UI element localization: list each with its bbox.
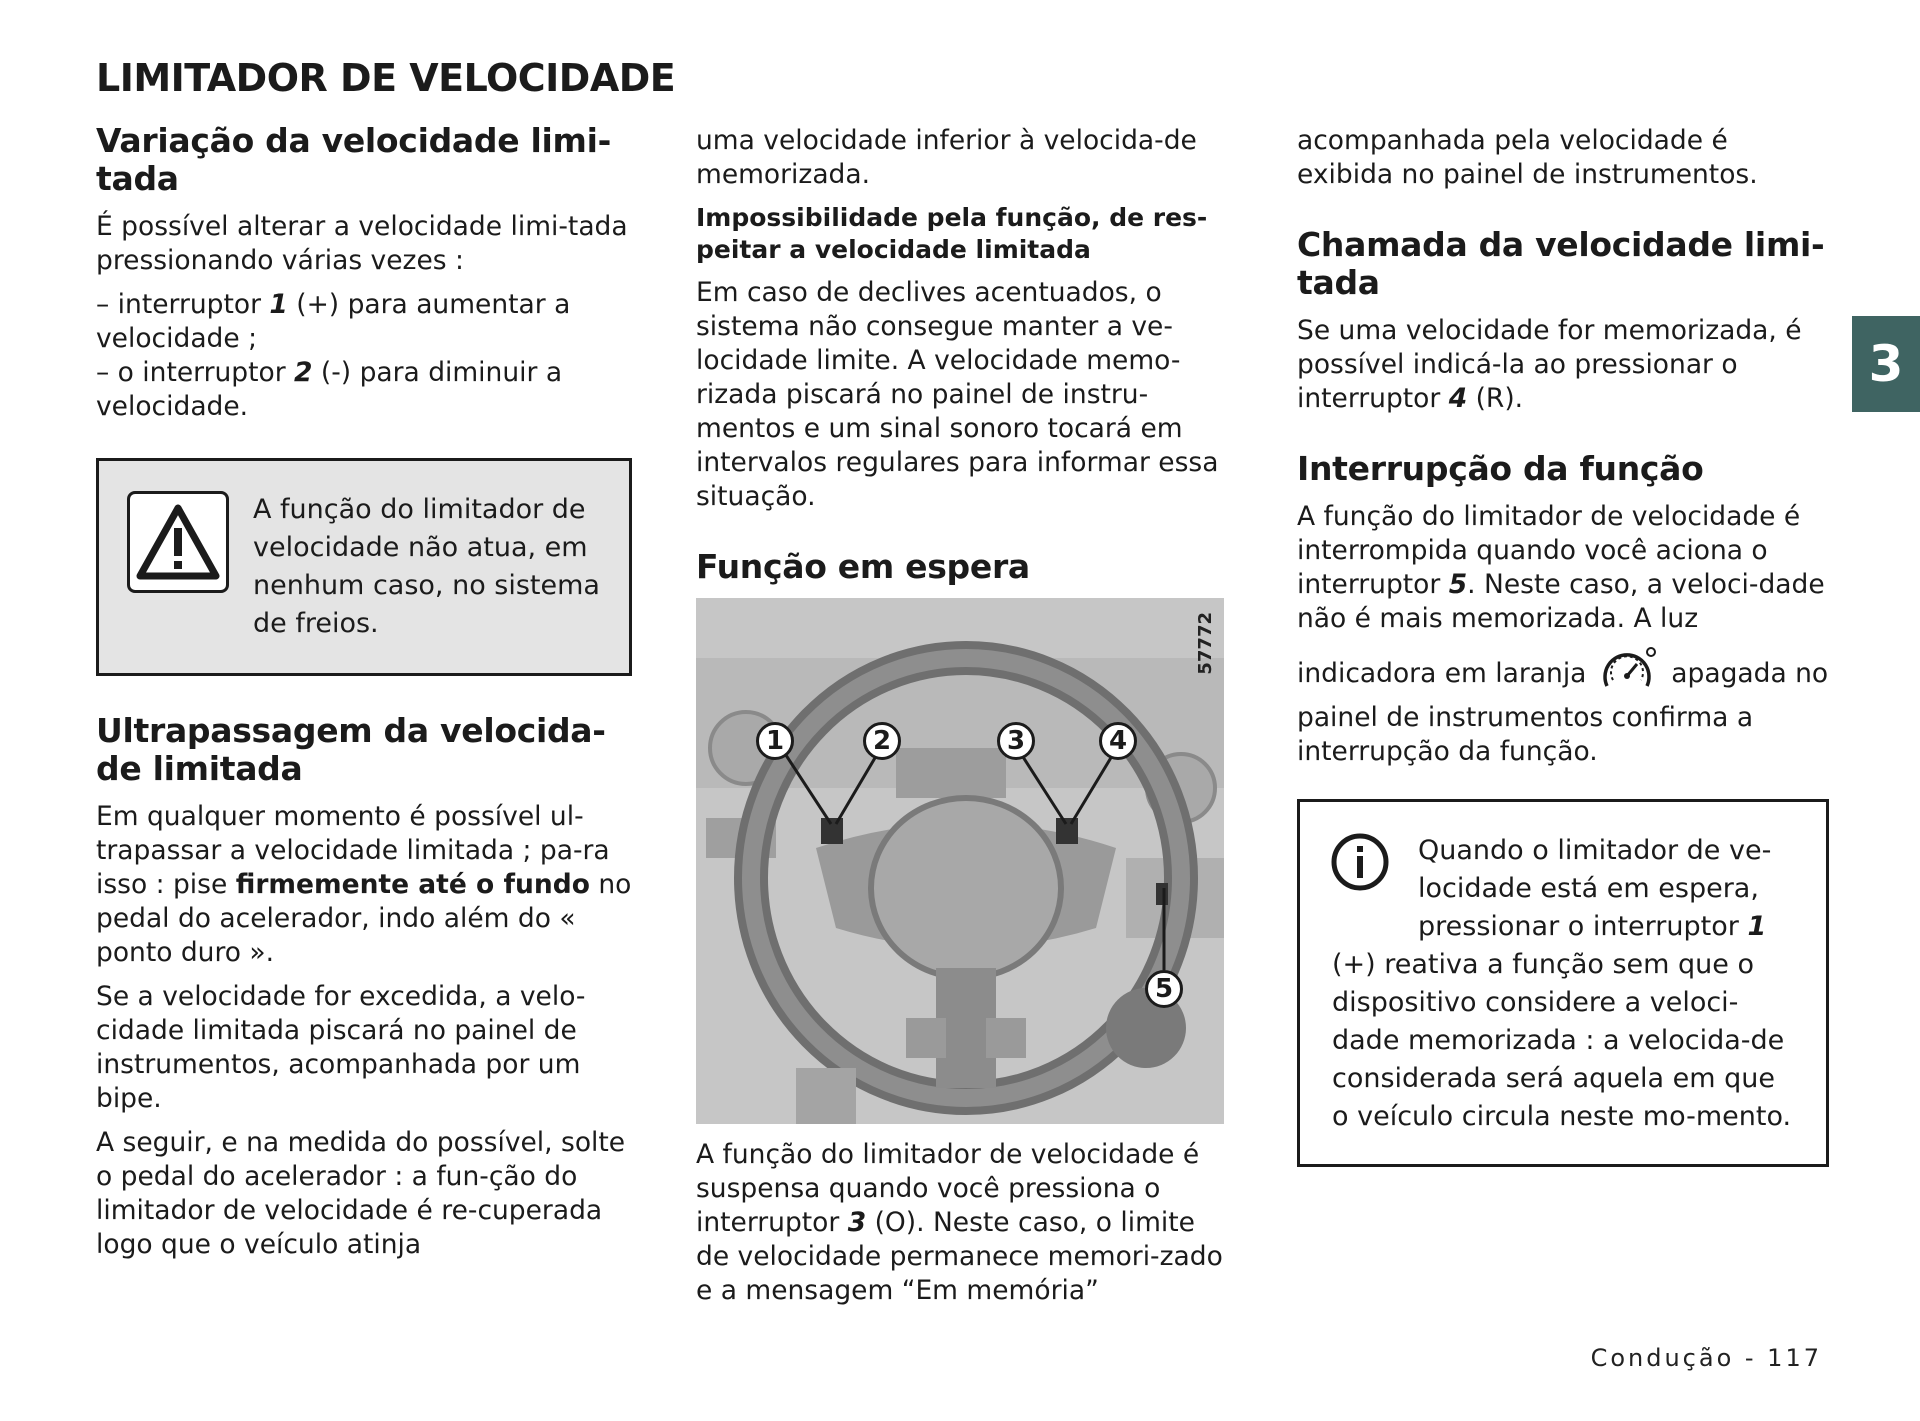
info-box — [1297, 799, 1829, 1167]
steering-wheel-figure — [696, 598, 1224, 1124]
speed-limiter-warning-icon — [1601, 646, 1657, 701]
bullet-diminuir: – o interruptor 2 (-) para diminuir a velocidade. — [96, 357, 563, 422]
column-2 — [696, 124, 1228, 1318]
warning-text: A função do limitador de velocidade não atua, em nenhum caso, no sistema de freios. — [253, 494, 600, 639]
heading-chamada: Chamada da velocidade limi-tada — [1297, 225, 1825, 302]
page-title: LIMITADOR DE VELOCIDADE — [96, 56, 676, 100]
info-text: Quando o limitador de ve-locidade está em espera, pressionar o interruptor 1 (+) reativa a função sem que o dispositivo considere a veloci-dade memorizada : a velocida-de considerada será aquela em que o veículo circula neste mo-mento. — [1332, 835, 1792, 1132]
paragraph-ultrapassagem: Em qualquer momento é possível ul-trapassar a velocidade limitada ; pa-ra isso : pise firmemente até o fundo no pedal do acelerador, indo além do « ponto duro ». — [96, 801, 632, 968]
heading-variacao: Variação da velocidade limi-tada — [96, 121, 611, 198]
paragraph-seguir: A seguir, e na medida do possível, solte o pedal do acelerador : a fun-ção do limitador de velocidade é re-cuperada logo que o veículo atinja — [96, 1127, 626, 1260]
paragraph-indicadora: indicadora em laranja apagada no painel de instrumentos confirma a interrupção da função. — [1297, 646, 1829, 769]
figure-number: 57772 — [1195, 612, 1216, 675]
heading-interrupcao: Interrupção da função — [1297, 449, 1704, 488]
steering-wheel-illustration — [696, 598, 1224, 1124]
heading-ultrapassagem: Ultrapassagem da velocida-de limitada — [96, 711, 606, 788]
paragraph-excedida: Se a velocidade for excedida, a velo-cidade limitada piscará no painel de instrumentos, acompanhada por um bipe. — [96, 981, 586, 1114]
paragraph-acompanhada: acompanhada pela velocidade é exibida no painel de instrumentos. — [1297, 125, 1758, 190]
callout-3: 3 — [997, 722, 1035, 760]
subheading-impossibilidade: Impossibilidade pela função, de res-peitar a velocidade limitada — [696, 203, 1208, 264]
callout-4: 4 — [1099, 722, 1137, 760]
warning-triangle-icon — [127, 491, 229, 593]
paragraph-continuacao: uma velocidade inferior à velocida-de memorizada. — [696, 125, 1197, 190]
chapter-tab: 3 — [1852, 316, 1920, 412]
callout-5: 5 — [1145, 970, 1183, 1008]
paragraph-interrupcao: A função do limitador de velocidade é interrompida quando você aciona o interruptor 5. Neste caso, a veloci-dade não é mais memorizada. A luz — [1297, 501, 1825, 634]
paragraph-suspensa: A função do limitador de velocidade é suspensa quando você pressiona o interruptor 3 (O). Neste caso, o limite de velocidade permanece memori-zado e a mensagem “Em memória” — [696, 1139, 1223, 1306]
column-3 — [1297, 124, 1829, 1167]
paragraph-declives: Em caso de declives acentuados, o sistema não consegue manter a ve-locidade limite. A velocidade memo-rizada piscará no painel de instru-mentos e um sinal sonoro tocará em intervalos regulares para informar essa situação. — [696, 277, 1219, 512]
column-1 — [96, 122, 632, 1272]
paragraph-variacao: É possível alterar a velocidade limi-tada pressionando várias vezes : — [96, 211, 628, 276]
callout-2: 2 — [863, 722, 901, 760]
warning-box — [96, 458, 632, 676]
info-icon — [1330, 832, 1390, 892]
page-footer: Condução - 117 — [1590, 1344, 1822, 1372]
bullet-aumentar: – interruptor 1 (+) para aumentar a velocidade ; — [96, 289, 571, 354]
heading-espera: Função em espera — [696, 547, 1030, 586]
paragraph-chamada: Se uma velocidade for memorizada, é possível indicá-la ao pressionar o interruptor 4 (R). — [1297, 315, 1802, 414]
callout-1: 1 — [756, 722, 794, 760]
